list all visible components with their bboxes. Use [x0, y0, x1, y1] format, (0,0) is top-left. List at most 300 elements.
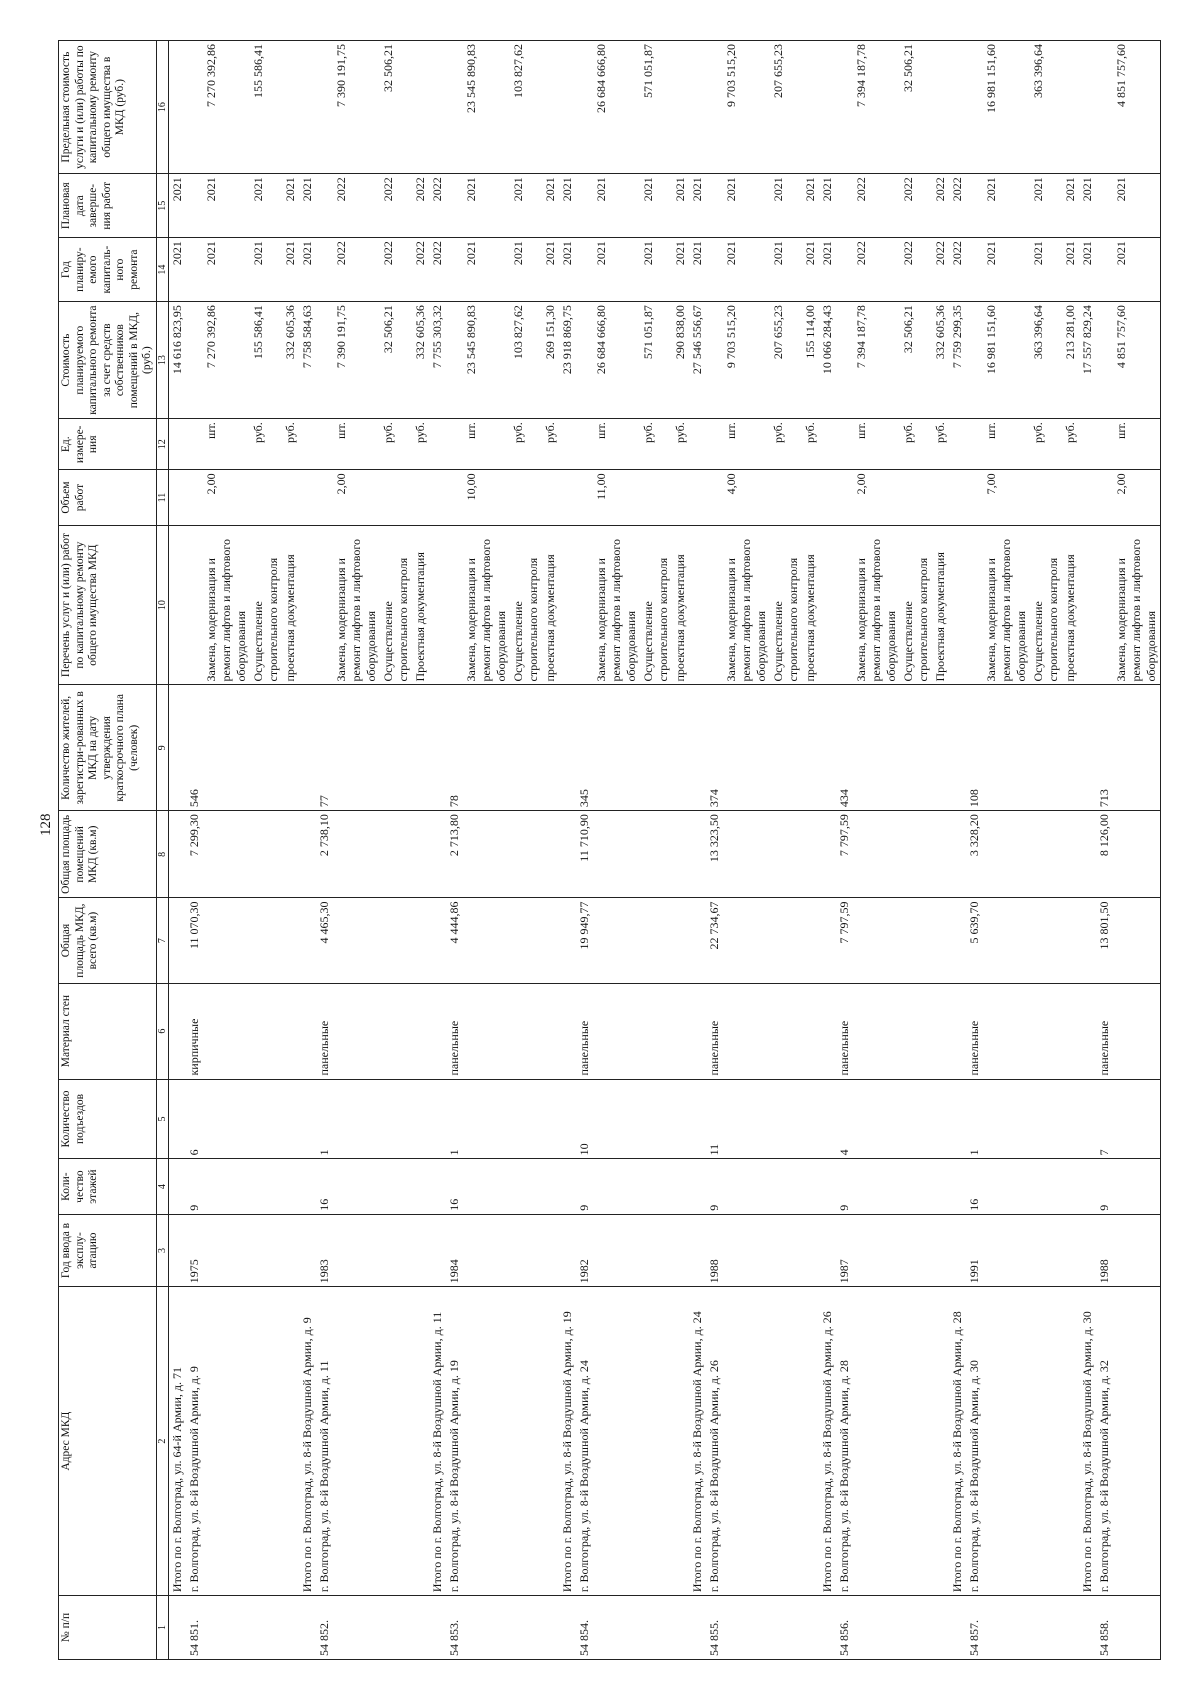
area-rooms: 2 713,80: [446, 811, 463, 898]
cell-empty: [983, 1214, 1030, 1286]
cell-empty: [932, 1596, 949, 1660]
work-limit: 32 506,21: [900, 41, 932, 174]
cell-empty: [819, 983, 836, 1079]
work-volume: 2,00: [333, 470, 380, 525]
cell-empty: [186, 470, 203, 525]
cell-empty: [689, 470, 706, 525]
work-volume: 4,00: [723, 470, 770, 525]
cell-empty: [770, 898, 802, 983]
cell-empty: [672, 811, 689, 898]
work-unit: руб.: [412, 419, 429, 470]
cell-empty: [723, 1287, 770, 1596]
cell-empty: [1079, 419, 1096, 470]
cell-empty: [576, 470, 593, 525]
cell-empty: [186, 419, 203, 470]
work-row: [900, 41, 932, 1660]
residents: 434: [836, 685, 853, 811]
work-type: Осуществление строительного контроля: [770, 525, 802, 685]
cell-empty: [1079, 811, 1096, 898]
cell-empty: [689, 1214, 706, 1286]
work-limit: [412, 41, 429, 174]
cell-empty: [819, 525, 836, 685]
work-volume: [900, 470, 932, 525]
cell-empty: [282, 811, 299, 898]
house-address: г. Волгоград, ул. 8-й Воздушной Армии, д. 30: [966, 1287, 983, 1596]
cell-empty: [819, 1214, 836, 1286]
work-year: 2021: [510, 238, 542, 302]
work-volume: [510, 470, 542, 525]
work-type: Осуществление строительного контроля: [900, 525, 932, 685]
cell-empty: [542, 1159, 559, 1214]
work-volume: 7,00: [983, 470, 1030, 525]
total-row: [168, 41, 186, 1660]
cell-empty: [723, 1159, 770, 1214]
cell-empty: [689, 1079, 706, 1159]
total-row: [819, 41, 836, 1660]
work-year: 2021: [593, 238, 640, 302]
cell-empty: [593, 983, 640, 1079]
area-rooms: 3 328,20: [966, 811, 983, 898]
cell-empty: [576, 238, 593, 302]
column-number: 10: [156, 525, 168, 685]
cell-empty: [380, 1287, 412, 1596]
work-cost: 9 703 515,20: [723, 302, 770, 419]
cell-empty: [250, 685, 282, 811]
work-type: Замена, модернизация и ремонт лифтов и лифтового оборудования: [593, 525, 640, 685]
cell-empty: [770, 685, 802, 811]
cell-empty: [689, 898, 706, 983]
work-limit: 7 394 187,78: [853, 41, 900, 174]
cell-empty: [900, 811, 932, 898]
cell-empty: [463, 1214, 510, 1286]
cell-empty: [299, 898, 316, 983]
wall-material: панельные: [576, 983, 593, 1079]
work-unit: шт.: [853, 419, 900, 470]
floors: 16: [966, 1159, 983, 1214]
entrances: 7: [1096, 1079, 1113, 1159]
work-cost: 32 506,21: [380, 302, 412, 419]
work-limit: 7 390 191,75: [333, 41, 380, 174]
area-total: 22 734,67: [706, 898, 723, 983]
cell-empty: [559, 1596, 576, 1660]
wall-material: панельные: [706, 983, 723, 1079]
cell-empty: [510, 1079, 542, 1159]
work-year: 2022: [412, 238, 429, 302]
wall-material: панельные: [1096, 983, 1113, 1079]
cell-empty: [819, 898, 836, 983]
cell-empty: [770, 1287, 802, 1596]
work-year: 2022: [333, 238, 380, 302]
work-volume: [932, 470, 949, 525]
header-cell: Коли-чество этажей: [59, 1159, 157, 1214]
cell-empty: [510, 685, 542, 811]
area-total: 4 465,30: [316, 898, 333, 983]
cell-empty: [203, 811, 250, 898]
year-built: 1988: [706, 1214, 723, 1286]
cell-empty: [1113, 811, 1161, 898]
cell-empty: [983, 1159, 1030, 1214]
work-unit: шт.: [983, 419, 1030, 470]
cell-empty: [542, 1214, 559, 1286]
total-year: 2021: [168, 238, 186, 302]
cell-empty: [770, 1159, 802, 1214]
header-row: [59, 41, 157, 1660]
cell-empty: [463, 898, 510, 983]
cell-empty: [510, 1287, 542, 1596]
cell-empty: [1030, 898, 1062, 983]
cell-empty: [853, 1596, 900, 1660]
work-unit: шт.: [723, 419, 770, 470]
cell-empty: [770, 983, 802, 1079]
house-number: 54 852.: [316, 1596, 333, 1660]
cell-empty: [250, 1596, 282, 1660]
cell-empty: [559, 470, 576, 525]
cell-empty: [380, 811, 412, 898]
cell-empty: [1079, 1159, 1096, 1214]
house-row: [966, 41, 983, 1660]
work-date: 2021: [510, 174, 542, 238]
work-date: 2021: [250, 174, 282, 238]
header-cell: Предельная стоимость услуги и (или) работы по капитальному ремонту общего имущества в МКД (руб.): [59, 41, 157, 174]
column-number: 4: [156, 1159, 168, 1214]
cell-empty: [412, 811, 429, 898]
year-built: 1975: [186, 1214, 203, 1286]
header-cell: Количество подъездов: [59, 1079, 157, 1159]
cell-empty: [333, 685, 380, 811]
cell-empty: [203, 1079, 250, 1159]
area-total: 11 070,30: [186, 898, 203, 983]
cell-empty: [559, 41, 576, 174]
cell-empty: [706, 238, 723, 302]
area-rooms: 13 323,50: [706, 811, 723, 898]
work-cost: 332 605,36: [932, 302, 949, 419]
cell-empty: [1113, 1214, 1161, 1286]
cell-empty: [576, 419, 593, 470]
work-volume: [542, 470, 559, 525]
cell-empty: [1030, 1596, 1062, 1660]
cell-empty: [1113, 983, 1161, 1079]
cell-empty: [168, 1079, 186, 1159]
cell-empty: [1030, 1159, 1062, 1214]
cell-empty: [429, 1079, 446, 1159]
residents: 345: [576, 685, 593, 811]
total-date: 2021: [168, 174, 186, 238]
cell-empty: [203, 685, 250, 811]
cell-empty: [640, 1079, 672, 1159]
cell-empty: [380, 1214, 412, 1286]
cell-empty: [412, 1079, 429, 1159]
cell-empty: [203, 898, 250, 983]
cell-empty: [819, 685, 836, 811]
cell-empty: [853, 811, 900, 898]
cell-empty: [770, 1079, 802, 1159]
house-number: 54 851.: [186, 1596, 203, 1660]
cell-empty: [186, 41, 203, 174]
cell-empty: [463, 811, 510, 898]
cell-empty: [168, 525, 186, 685]
floors: 9: [706, 1159, 723, 1214]
cell-empty: [429, 1159, 446, 1214]
cell-empty: [559, 1214, 576, 1286]
cell-empty: [949, 983, 966, 1079]
work-cost: 103 827,62: [510, 302, 542, 419]
table-body: [168, 41, 1160, 1660]
cell-empty: [949, 898, 966, 983]
area-rooms: 7 299,30: [186, 811, 203, 898]
work-date: 2021: [282, 174, 299, 238]
work-limit: 7 270 392,86: [203, 41, 250, 174]
cell-empty: [819, 419, 836, 470]
entrances: 6: [186, 1079, 203, 1159]
work-volume: 2,00: [853, 470, 900, 525]
cell-empty: [949, 41, 966, 174]
area-rooms: 8 126,00: [1096, 811, 1113, 898]
cell-empty: [333, 1079, 380, 1159]
cell-empty: [706, 419, 723, 470]
house-row: [1096, 41, 1113, 1660]
cell-empty: [723, 1214, 770, 1286]
column-number: 2: [156, 1287, 168, 1596]
cell-empty: [1062, 898, 1079, 983]
cell-empty: [819, 811, 836, 898]
work-row: [1062, 41, 1079, 1660]
work-limit: 207 655,23: [770, 41, 802, 174]
cell-empty: [203, 1214, 250, 1286]
cell-empty: [853, 1214, 900, 1286]
work-volume: [412, 470, 429, 525]
cell-empty: [203, 1159, 250, 1214]
cell-empty: [186, 525, 203, 685]
work-volume: [672, 470, 689, 525]
cell-empty: [770, 811, 802, 898]
cell-empty: [463, 1159, 510, 1214]
cell-empty: [1030, 983, 1062, 1079]
work-date: 2022: [412, 174, 429, 238]
cell-empty: [412, 983, 429, 1079]
cell-empty: [932, 983, 949, 1079]
cell-empty: [672, 1214, 689, 1286]
work-cost: 571 051,87: [640, 302, 672, 419]
cell-empty: [463, 685, 510, 811]
total-year: 2021: [559, 238, 576, 302]
total-year: 2021: [819, 238, 836, 302]
cell-empty: [559, 525, 576, 685]
cell-empty: [836, 419, 853, 470]
cell-empty: [380, 1596, 412, 1660]
total-year: 2021: [1079, 238, 1096, 302]
cell-empty: [250, 983, 282, 1079]
cell-empty: [299, 1596, 316, 1660]
work-type: Осуществление строительного контроля: [510, 525, 542, 685]
total-row: [299, 41, 316, 1660]
total-sum: 23 918 869,75: [559, 302, 576, 419]
house-address: г. Волгоград, ул. 8-й Воздушной Армии, д. 24: [576, 1287, 593, 1596]
cell-empty: [672, 898, 689, 983]
cell-empty: [1096, 419, 1113, 470]
work-date: 2022: [333, 174, 380, 238]
work-unit: руб.: [932, 419, 949, 470]
cell-empty: [510, 898, 542, 983]
cell-empty: [168, 983, 186, 1079]
year-built: 1991: [966, 1214, 983, 1286]
cell-empty: [1030, 811, 1062, 898]
work-date: 2021: [1062, 174, 1079, 238]
work-year: 2021: [640, 238, 672, 302]
work-type: Осуществление строительного контроля: [1030, 525, 1062, 685]
cell-empty: [559, 685, 576, 811]
total-sum: 7 758 584,63: [299, 302, 316, 419]
column-number: 5: [156, 1079, 168, 1159]
cell-empty: [186, 238, 203, 302]
house-address: г. Волгоград, ул. 8-й Воздушной Армии, д. 11: [316, 1287, 333, 1596]
work-limit: [802, 41, 819, 174]
cell-empty: [706, 470, 723, 525]
house-number: 54 858.: [1096, 1596, 1113, 1660]
work-date: 2021: [593, 174, 640, 238]
cell-empty: [1096, 525, 1113, 685]
cell-empty: [723, 685, 770, 811]
cell-empty: [1079, 983, 1096, 1079]
cell-empty: [446, 238, 463, 302]
column-number: 15: [156, 174, 168, 238]
work-limit: 571 051,87: [640, 41, 672, 174]
cell-empty: [1030, 1214, 1062, 1286]
cell-empty: [168, 898, 186, 983]
cell-empty: [316, 174, 333, 238]
cell-empty: [593, 1079, 640, 1159]
cell-empty: [853, 983, 900, 1079]
work-cost: 207 655,23: [770, 302, 802, 419]
work-type: Замена, модернизация и ремонт лифтов и лифтового оборудования: [723, 525, 770, 685]
cell-empty: [689, 525, 706, 685]
work-cost: 155 586,41: [250, 302, 282, 419]
column-number: 16: [156, 41, 168, 174]
work-date: 2021: [1113, 174, 1161, 238]
work-unit: руб.: [380, 419, 412, 470]
year-built: 1984: [446, 1214, 463, 1286]
work-row: [672, 41, 689, 1660]
cell-empty: [802, 1596, 819, 1660]
work-volume: [380, 470, 412, 525]
total-date: 2021: [559, 174, 576, 238]
work-year: 2022: [380, 238, 412, 302]
cell-empty: [1096, 302, 1113, 419]
cell-empty: [802, 1079, 819, 1159]
work-date: 2021: [770, 174, 802, 238]
work-year: 2021: [723, 238, 770, 302]
cell-empty: [446, 525, 463, 685]
work-type: Замена, модернизация и ремонт лифтов и лифтового оборудования: [1113, 525, 1161, 685]
work-type: проектная документация: [282, 525, 299, 685]
work-volume: 11,00: [593, 470, 640, 525]
cell-empty: [706, 302, 723, 419]
header-cell: Адрес МКД: [59, 1287, 157, 1596]
cell-empty: [250, 1079, 282, 1159]
work-unit: руб.: [510, 419, 542, 470]
cell-empty: [542, 1079, 559, 1159]
cell-empty: [802, 1214, 819, 1286]
total-sum: 14 616 823,95: [168, 302, 186, 419]
page-number: 128: [38, 813, 54, 836]
cell-empty: [983, 811, 1030, 898]
cell-empty: [333, 898, 380, 983]
cell-empty: [966, 525, 983, 685]
cell-empty: [949, 525, 966, 685]
house-address: г. Волгоград, ул. 8-й Воздушной Армии, д. 32: [1096, 1287, 1113, 1596]
cell-empty: [802, 1159, 819, 1214]
column-number: 3: [156, 1214, 168, 1286]
cell-empty: [836, 525, 853, 685]
cell-empty: [380, 1079, 412, 1159]
total-date: 2022: [429, 174, 446, 238]
cell-empty: [1079, 1596, 1096, 1660]
residents: 108: [966, 685, 983, 811]
cell-empty: [672, 983, 689, 1079]
cell-empty: [412, 898, 429, 983]
cell-empty: [446, 419, 463, 470]
work-type: Проектная документация: [412, 525, 429, 685]
house-number: 54 856.: [836, 1596, 853, 1660]
cell-empty: [510, 1159, 542, 1214]
cell-empty: [559, 898, 576, 983]
cell-empty: [593, 685, 640, 811]
cell-empty: [412, 685, 429, 811]
work-year: 2021: [542, 238, 559, 302]
cell-empty: [689, 685, 706, 811]
cell-empty: [429, 811, 446, 898]
residents: 78: [446, 685, 463, 811]
total-label: Итого по г. Волгоград, ул. 8-й Воздушной Армии, д. 26: [819, 1287, 836, 1596]
cell-empty: [559, 1079, 576, 1159]
cell-empty: [429, 1214, 446, 1286]
cell-empty: [446, 470, 463, 525]
total-row: [689, 41, 706, 1660]
cell-empty: [640, 1214, 672, 1286]
cell-empty: [802, 983, 819, 1079]
cell-empty: [836, 238, 853, 302]
cell-empty: [510, 1596, 542, 1660]
cell-empty: [333, 1287, 380, 1596]
cell-empty: [463, 1596, 510, 1660]
cell-empty: [900, 1596, 932, 1660]
work-date: 2022: [900, 174, 932, 238]
work-year: 2022: [932, 238, 949, 302]
work-date: 2022: [380, 174, 412, 238]
cell-empty: [966, 41, 983, 174]
cell-empty: [593, 1159, 640, 1214]
cell-empty: [316, 470, 333, 525]
work-row: [333, 41, 380, 1660]
cell-empty: [1062, 983, 1079, 1079]
area-rooms: 7 797,59: [836, 811, 853, 898]
cell-empty: [593, 1214, 640, 1286]
cell-empty: [689, 41, 706, 174]
work-type: Проектная документация: [932, 525, 949, 685]
cell-empty: [429, 525, 446, 685]
cell-empty: [723, 898, 770, 983]
cell-empty: [429, 41, 446, 174]
work-year: 2022: [853, 238, 900, 302]
work-row: [1113, 41, 1161, 1660]
cell-empty: [900, 1287, 932, 1596]
work-date: 2021: [983, 174, 1030, 238]
wall-material: панельные: [966, 983, 983, 1079]
cell-empty: [1079, 1079, 1096, 1159]
house-row: [836, 41, 853, 1660]
work-row: [380, 41, 412, 1660]
total-label: Итого по г. Волгоград, ул. 8-й Воздушной Армии, д. 9: [299, 1287, 316, 1596]
residents: 546: [186, 685, 203, 811]
